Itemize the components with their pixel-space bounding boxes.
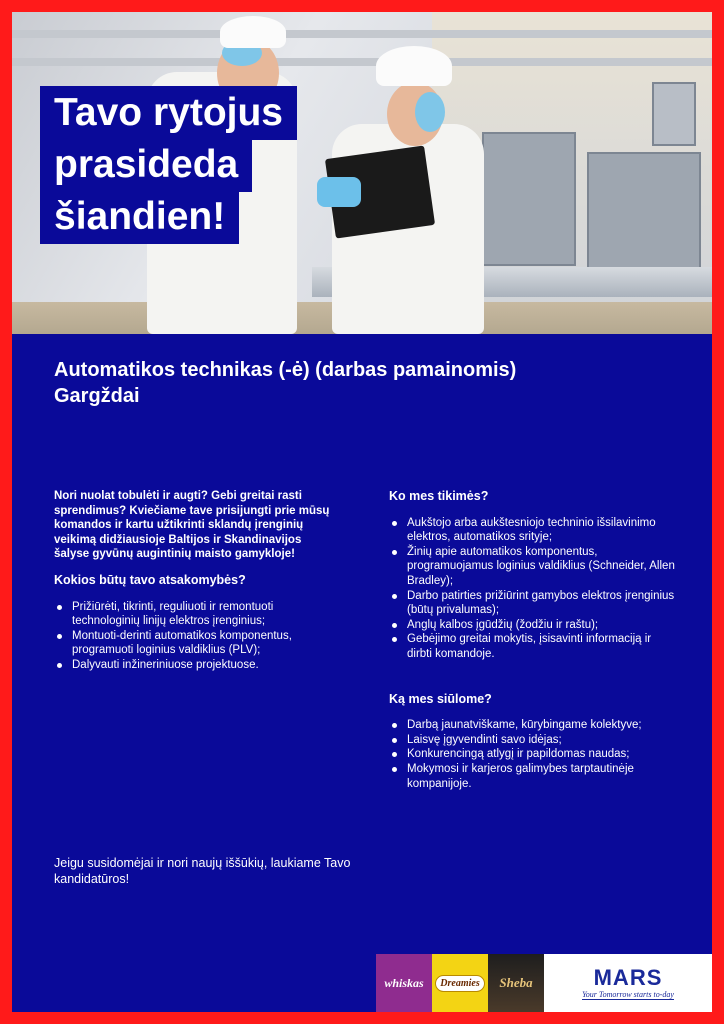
dreamies-logo bbox=[432, 954, 488, 1012]
left-column bbox=[54, 489, 339, 673]
mars-wordmark: MARS bbox=[593, 965, 663, 990]
sheba-logo: Sheba bbox=[488, 954, 544, 1012]
list-item: Prižiūrėti, tikrinti, reguliuoti ir remontuoti technologinių linijų elektros įrenginius; bbox=[54, 600, 339, 629]
intro-text: Nori nuolat tobulėti ir augti? Gebi greitai rasti sprendimus? Kviečiame tave prisijungti prie mūsų komandos ir kartu užtikrinti sklandų įrenginių veikimą didžiausioje Baltijos ir Skandinavijos šalyse gyvūnų augintinių maisto gamykloje! bbox=[54, 490, 330, 561]
list-item: Darbą jaunatviškame, kūrybingame kolektyve; bbox=[389, 718, 679, 733]
list-item: Laisvę įgyvendinti savo idėjas; bbox=[389, 733, 679, 748]
responsibilities-title: Kokios būtų tavo atsakomybės? bbox=[54, 572, 246, 587]
offer-list bbox=[389, 718, 679, 791]
list-item: Mokymosi ir karjeros galimybes tarptautinėje kompanijoje. bbox=[389, 762, 679, 791]
responsibilities-list bbox=[54, 600, 339, 673]
headline-line: prasideda bbox=[40, 138, 252, 192]
list-item: Aukštojo arba aukštesniojo techninio išsilavinimo elektros, automatikos srityje; bbox=[389, 516, 679, 545]
job-location: Gargždai bbox=[54, 385, 140, 407]
list-item: Gebėjimo greitai mokytis, įsisavinti informaciją ir dirbti komandoje. bbox=[389, 632, 679, 661]
list-item: Darbo patirties prižiūrint gamybos elektros įrenginius (būtų privalumas); bbox=[389, 589, 679, 618]
list-item: Anglų kalbos įgūdžių (žodžiu ir raštu); bbox=[389, 618, 679, 633]
headline-line: Tavo rytojus bbox=[40, 86, 297, 140]
requirements-title: Ko mes tikimės? bbox=[389, 489, 489, 503]
offer-title: Ką mes siūlome? bbox=[389, 691, 492, 706]
dreamies-logo-text: Dreamies bbox=[435, 975, 484, 992]
job-title: Automatikos technikas (-ė) (darbas pamainomis) bbox=[54, 359, 517, 381]
list-item: Konkurencingą atlygį ir papildomas naudas; bbox=[389, 747, 679, 762]
headline bbox=[40, 88, 292, 244]
job-heading bbox=[54, 357, 516, 409]
poster bbox=[12, 12, 712, 1012]
list-item: Dalyvauti inžineriniuose projektuose. bbox=[54, 658, 339, 673]
brand-logos bbox=[376, 954, 712, 1012]
whiskas-logo: whiskas bbox=[376, 954, 432, 1012]
closing-text: Jeigu susidomėjai ir nori naujų iššūkių, laukiame Tavo kandidatūros! bbox=[54, 856, 351, 886]
mars-tagline: Your Tomorrow starts to-day bbox=[582, 990, 674, 999]
headline-line: šiandien! bbox=[40, 190, 239, 244]
list-item: Žinių apie automatikos komponentus, programuojamus loginius valdiklius (Schneider, Allen Bradley); bbox=[389, 545, 679, 589]
list-item: Montuoti-derinti automatikos komponentus, programuoti loginius valdiklius (PLV); bbox=[54, 629, 339, 658]
requirements-list bbox=[389, 516, 679, 662]
right-column bbox=[389, 489, 679, 791]
mars-logo bbox=[544, 954, 712, 1012]
